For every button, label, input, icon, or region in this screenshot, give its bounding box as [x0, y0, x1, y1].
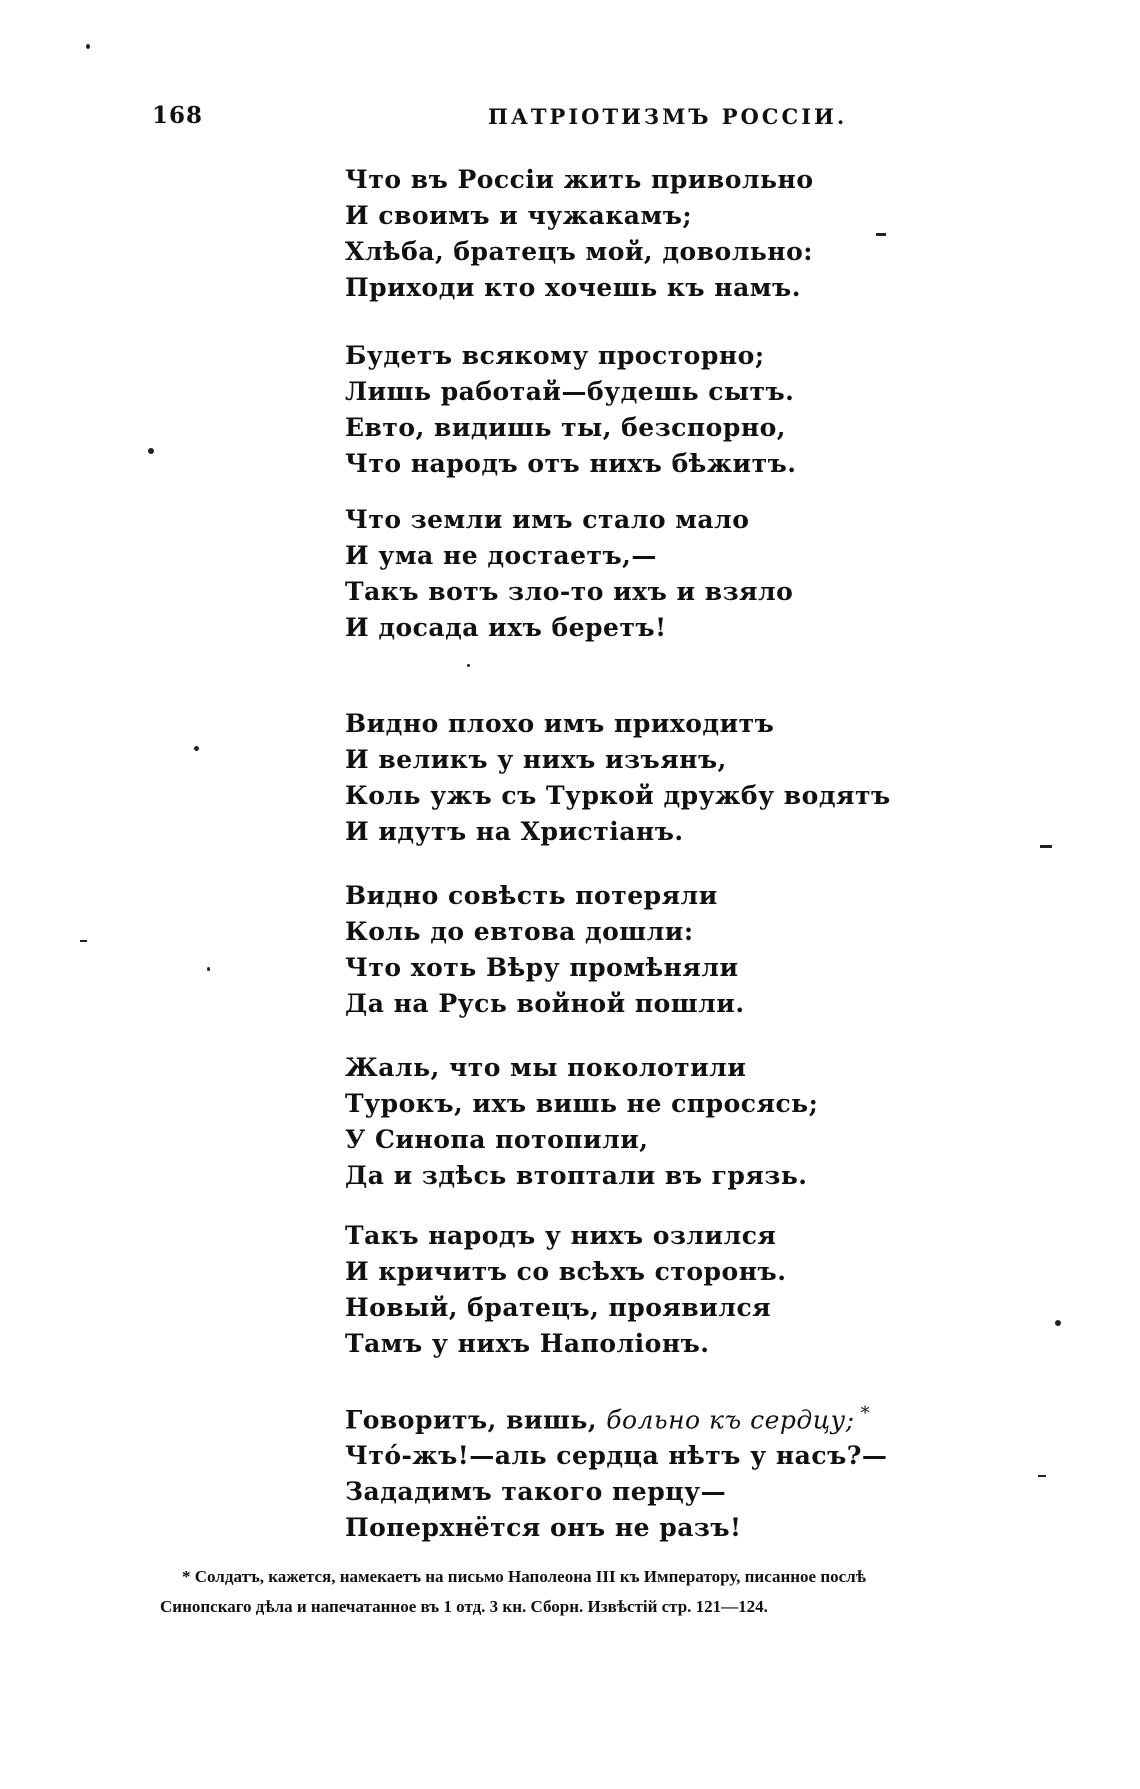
poem-line: Жаль, что мы поколотили	[345, 1053, 747, 1082]
poem-line: Будетъ всякому просторно;	[345, 341, 765, 370]
poem-line: Приходи кто хочешь къ намъ.	[345, 273, 801, 302]
poem-line: Тамъ у нихъ Наполіонъ.	[345, 1329, 710, 1358]
poem-line: Видно совѣсть потеряли	[345, 881, 718, 910]
scan-speck	[148, 448, 154, 454]
stanza-1	[345, 162, 1045, 306]
scan-mark	[1040, 845, 1052, 848]
poem-line: Турокъ, ихъ вишь не спросясь;	[345, 1089, 819, 1118]
scan-speck	[1055, 1320, 1061, 1326]
poem-line: Да и здѣсь втоптали въ грязь.	[345, 1161, 808, 1190]
poem-line: Что народъ отъ нихъ бѣжитъ.	[345, 449, 797, 478]
poem-line: Да на Русь войной пошли.	[345, 989, 745, 1018]
poem-line	[345, 1396, 1045, 1438]
running-head: ПАТРІОТИЗМЪ РОССІИ.	[488, 104, 848, 129]
poem-line: Такъ народъ у нихъ озлился	[345, 1221, 777, 1250]
poem-line: Что земли имъ стало мало	[345, 505, 750, 534]
footnote-line: * Солдатъ, кажется, намекаетъ на письмо Наполеона III къ Императору, писанное послѣ	[182, 1567, 866, 1586]
poem-line: Что хоть Вѣру промѣняли	[345, 953, 739, 982]
poem-line: Новый, братецъ, проявился	[345, 1293, 772, 1322]
scan-speck	[207, 967, 210, 971]
poem-line: Хлѣба, братецъ мой, довольно:	[345, 237, 814, 266]
poem-line: Поперхнётся онъ не разъ!	[345, 1513, 742, 1543]
poem-line: У Синопа потопили,	[345, 1125, 649, 1154]
poem-line: И досада ихъ беретъ!	[345, 613, 667, 642]
poem-line: Зададимъ такого перцу—	[345, 1477, 727, 1507]
poem-line: И идутъ на Христіанъ.	[345, 817, 684, 846]
stanza-2	[345, 338, 1045, 482]
poem-line: Что въ Россіи жить привольно	[345, 165, 814, 194]
poem-line: Коль до евтова дошли:	[345, 917, 694, 946]
scan-speck	[194, 746, 199, 751]
poem-line: Видно плохо имъ приходитъ	[345, 709, 775, 738]
scan-speck	[467, 664, 470, 667]
stanza-6	[345, 1050, 1045, 1194]
scan-speck	[86, 44, 90, 49]
poem-line: И ума не достаетъ,—	[345, 541, 657, 570]
poem-line: И великъ у нихъ изъянъ,	[345, 745, 727, 774]
footnote-line: Синопскаго дѣла и напечатанное въ 1 отд. 3 кн. Сборн. Извѣстій стр. 121—124.	[160, 1597, 768, 1616]
stanza-8	[345, 1396, 1045, 1546]
stanza-5	[345, 878, 1045, 1022]
poem-line: И кричитъ со всѣхъ сторонъ.	[345, 1257, 787, 1286]
poem-line-prefix: Говоритъ, вишь,	[345, 1405, 607, 1435]
poem-line: Чтó-жъ!—аль сердца нѣтъ у насъ?—	[345, 1441, 888, 1471]
scan-mark	[1038, 1475, 1046, 1477]
poem-line: Лишь работай—будешь сытъ.	[345, 377, 795, 406]
footnote-mark: *	[860, 1403, 871, 1424]
poem-line: Коль ужъ съ Туркой дружбу водятъ	[345, 781, 891, 810]
poem	[345, 162, 1045, 1546]
stanza-4	[345, 706, 1045, 850]
stanza-7	[345, 1218, 1045, 1362]
stanza-3	[345, 502, 1045, 646]
scan-mark	[876, 233, 886, 236]
poem-line: Такъ вотъ зло-то ихъ и взяло	[345, 577, 794, 606]
poem-line-italic: больно къ сердцу;	[606, 1405, 855, 1435]
page-number: 168	[152, 102, 204, 129]
poem-line: И своимъ и чужакамъ;	[345, 201, 693, 230]
scan-mark	[80, 940, 87, 942]
poem-line: Евто, видишь ты, безспорно,	[345, 413, 787, 442]
footnote	[160, 1562, 1020, 1622]
